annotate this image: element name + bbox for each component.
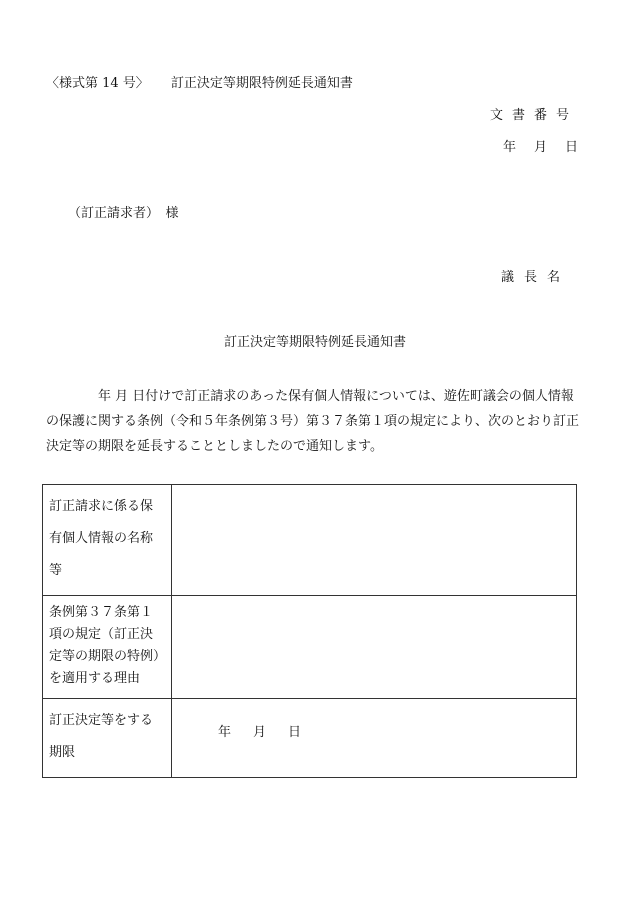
info-name-value: [172, 485, 577, 596]
issue-date-year: 年: [502, 140, 516, 155]
sender-name: 議長名: [500, 270, 570, 285]
deadline-label: 訂正決定等をする期限: [43, 699, 172, 778]
reason-label: 条例第３７条第１項の規定（訂正決定等の期限の特例）を適用する理由: [43, 596, 172, 699]
issue-date-day: 日: [564, 140, 578, 155]
info-name-label: 訂正請求に係る保有個人情報の名称等: [43, 485, 172, 596]
document-number-label: 文書番号: [489, 108, 578, 123]
deadline-date: [172, 699, 576, 740]
deadline-day: 日: [288, 725, 302, 740]
recipient: （訂正請求者） 様: [68, 206, 179, 221]
table-row: [43, 596, 577, 699]
deadline-month: 月: [253, 725, 267, 740]
issue-date-month: 月: [533, 140, 547, 155]
body-paragraph: 年 月 日付けで訂正請求のあった保有個人情報については、遊佐町議会の個人情報の保護に関する条例（令和５年条例第３号）第３７条第１項の規定により、次のとおり訂正決定等の期限を延長することとしましたので通知します。: [46, 389, 580, 454]
table-row: [43, 699, 577, 778]
form-number: 〈様式第 14 号〉: [46, 76, 149, 91]
deadline-year: 年: [218, 725, 232, 740]
table-row: [43, 485, 577, 596]
document-title: 訂正決定等期限特例延長通知書: [223, 335, 406, 350]
deadline-value: [172, 699, 577, 778]
issue-date: [485, 136, 578, 155]
form-header: [46, 72, 353, 91]
info-table: [42, 484, 577, 778]
reason-value: [172, 596, 577, 699]
form-title: 訂正決定等期限特例延長通知書: [170, 76, 353, 91]
